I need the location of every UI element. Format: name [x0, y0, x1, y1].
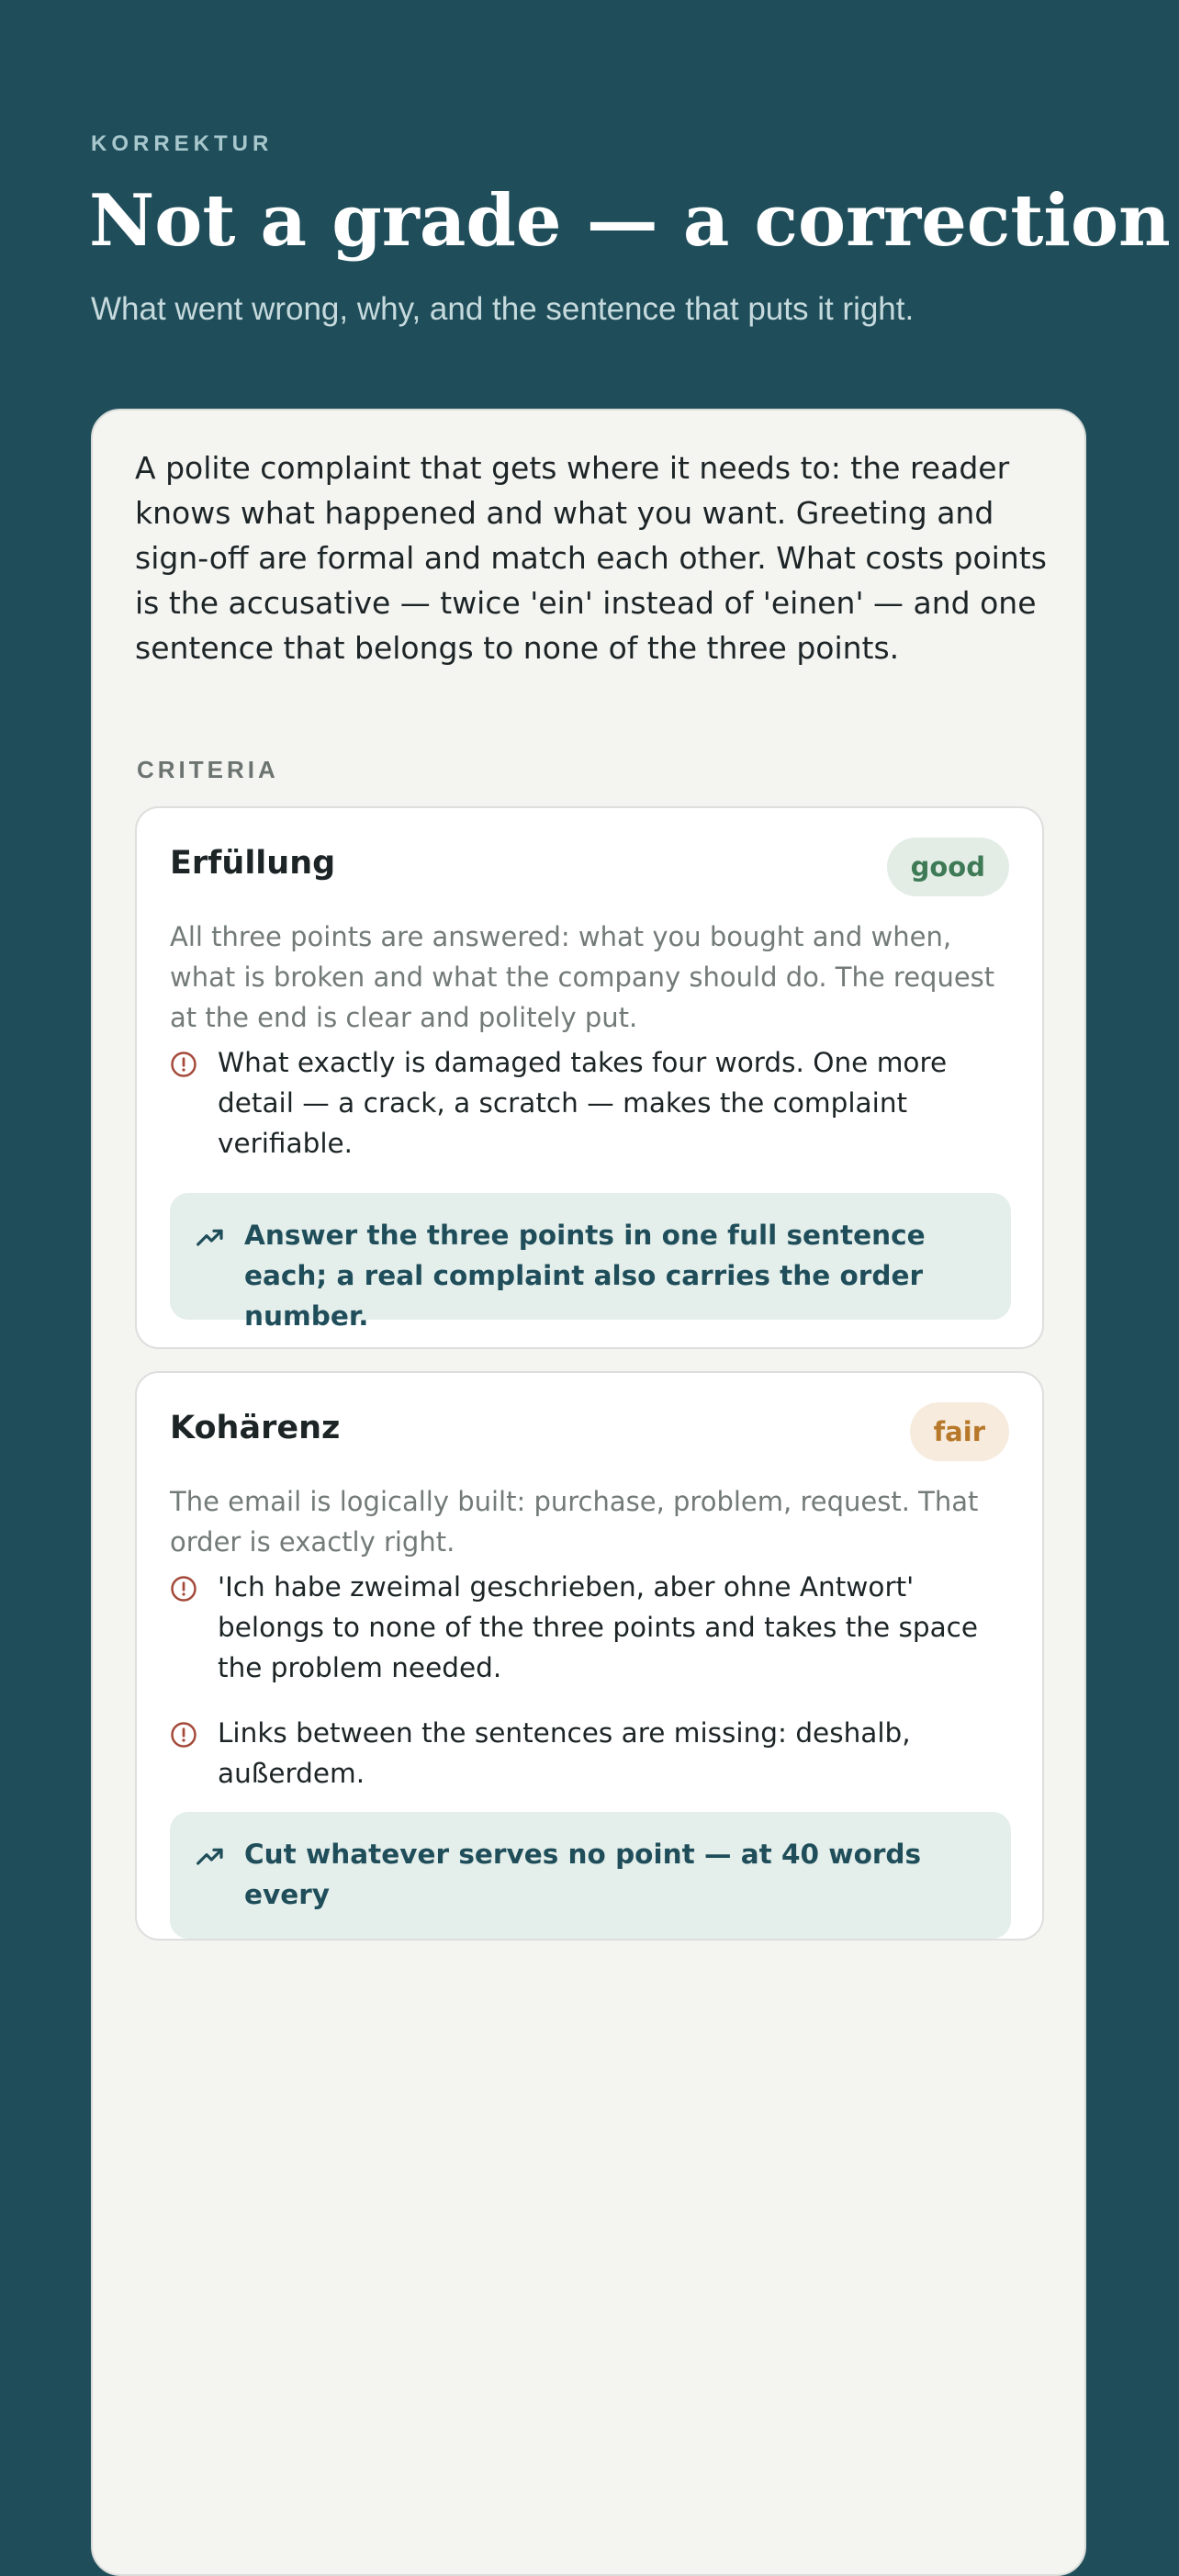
criteria-heading: CRITERIA	[137, 756, 279, 783]
rating-badge: good	[887, 838, 1009, 896]
rating-badge: fair	[910, 1402, 1009, 1461]
page-subtitle: What went wrong, why, and the sentence that puts it right.	[91, 291, 915, 327]
criterion-card	[135, 1371, 1044, 1940]
criterion-name: Kohärenz	[170, 1410, 341, 1446]
alert-circle-icon	[170, 1721, 197, 1749]
issue-text: What exactly is damaged takes four words. One more detail — a crack, a scratch — makes the complaint verifiable.	[218, 1047, 948, 1159]
summary-text: A polite complaint that gets where it needs to: the reader knows what happened and what you want. Greeting and sign-off are formal and match each other. What costs points is the accusative — twice 'ein' instead of 'einen' — and one sentence that belongs to none of the three points.	[135, 450, 1047, 666]
criterion-description: All three points are answered: what you bought and when, what is broken and what the company should do. The request at the end is clear and politely put.	[170, 921, 995, 1033]
alert-circle-icon	[170, 1575, 197, 1603]
improvement-tip	[170, 1812, 1011, 1939]
criterion-description: The email is logically built: purchase, problem, request. That order is exactly right.	[170, 1486, 979, 1558]
criterion-card	[135, 806, 1044, 1349]
correction-panel[interactable]	[91, 409, 1086, 2576]
trending-up-icon	[196, 1841, 225, 1871]
issue-item	[170, 1567, 1011, 1688]
page-title: Not a grade — a correction	[89, 179, 1171, 263]
alert-circle-icon	[170, 1051, 197, 1078]
criteria-list[interactable]	[135, 806, 1044, 1910]
improvement-tip	[170, 1193, 1011, 1332]
eyebrow-label: KORREKTUR	[91, 131, 274, 156]
issue-text: Links between the sentences are missing: deshalb, außerdem.	[218, 1717, 911, 1789]
criterion-name: Erfüllung	[170, 845, 336, 882]
issue-text: 'Ich habe zweimal geschrieben, aber ohne Antwort' belongs to none of the three points and takes the space the problem needed.	[218, 1571, 979, 1683]
trending-up-icon	[196, 1222, 225, 1252]
tip-text: Cut whatever serves no point — at 40 words every	[244, 1839, 922, 1910]
tip-text: Answer the three points in one full sentence each; a real complaint also carries the order number.	[244, 1220, 926, 1332]
issue-item	[170, 1713, 1011, 1794]
issue-item	[170, 1042, 1011, 1164]
